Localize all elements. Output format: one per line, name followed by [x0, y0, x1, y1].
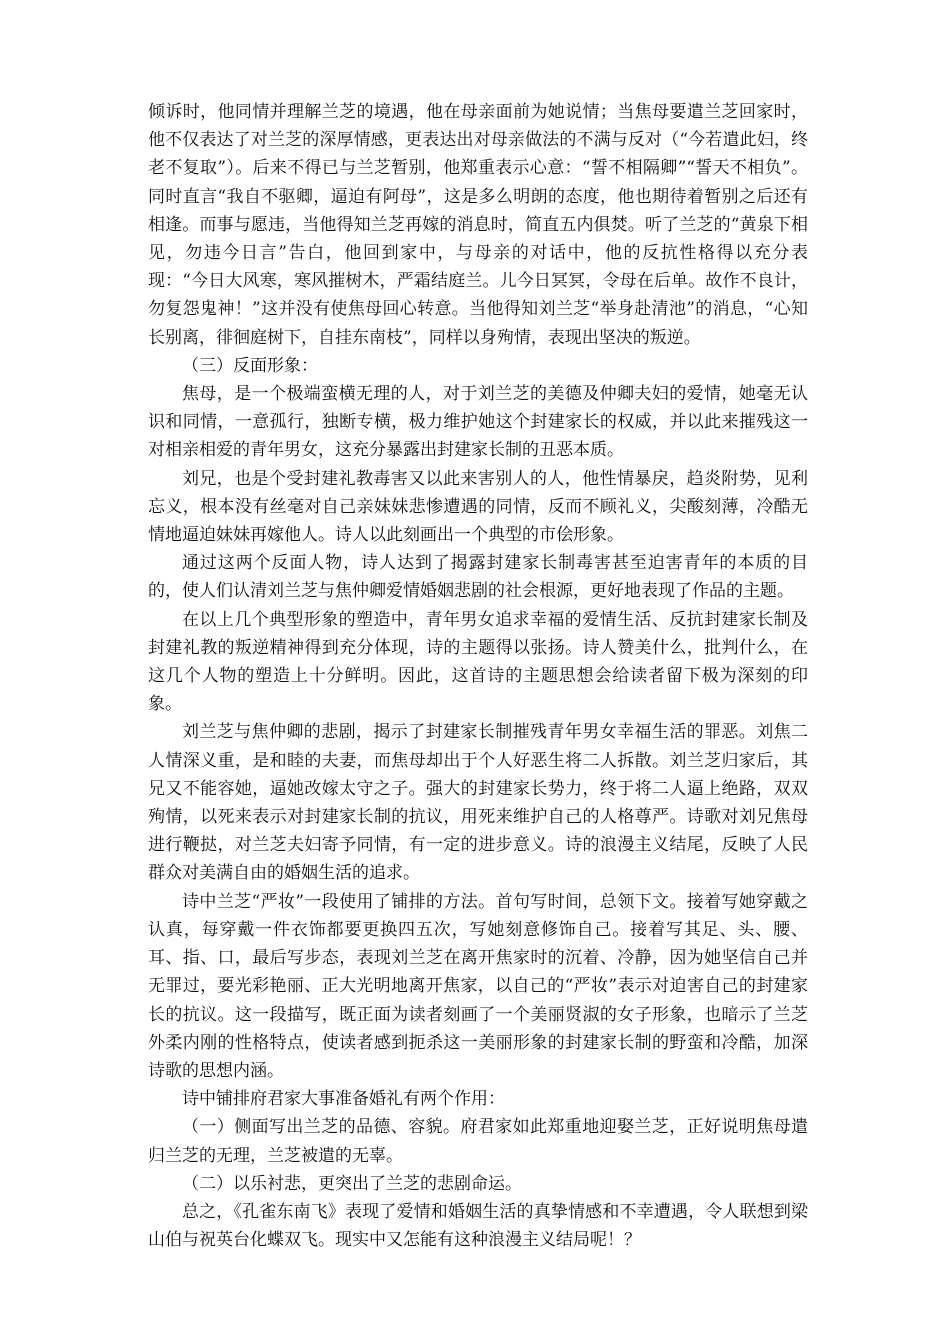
paragraph-conclusion: 总之，《孔雀东南飞》表现了爱情和婚姻生活的真挚情感和不幸遭遇，令人联想到梁山伯与祝英台化蝶双飞。现实中又怎能有这种浪漫主义结局呢！？: [148, 1201, 808, 1251]
paragraph-continuation: 倾诉时，他同情并理解兰芝的境遇，他在母亲面前为她说情；当焦母要遣兰芝回家时，他不仅表达了对兰芝的深厚情感，更表达出对母亲做法的不满与反对（“今若遣此妇，终老不复取”）。后来不得已与兰芝暂别，他郑重表示心意：“誓不相隔卿”“誓天不相负”。同时直言“我自不驱卿，逼迫有阿母”，这是多么明朗的态度，他也期待着暂别之后还有相逢。而事与愿违，当他得知兰芝再嫁的消息时，简直五内俱焚。听了兰芝的“黄泉下相见，勿违今日言”告白，他回到家中，与母亲的对话中，他的反抗性格得以充分表现：“今日大风寒，寒风摧树木，严霜结庭兰。儿今日冥冥，令母在后单。故作不良计，勿复怨鬼神！”这并没有使焦母回心转意。当他得知刘兰芝“举身赴清池”的消息，“心知长别离，徘徊庭树下，自挂东南枝”，同样以身殉情，表现出坚决的叛逆。: [148, 102, 808, 348]
list-item-1: （一）侧面写出兰芝的品德、容貌。府君家如此郑重地迎娶兰芝，正好说明焦母遣归兰芝的无理，兰芝被遣的无辜。: [148, 1117, 808, 1166]
paragraph-negative-summary: 通过这两个反面人物，诗人达到了揭露封建家长制毒害甚至迫害青年的本质的目的，使人们认清刘兰芝与焦仲卿爱情婚姻悲剧的社会根源，更好地表现了作品的主题。: [148, 553, 808, 602]
section-heading-negative-characters: （三）反面形象：: [182, 355, 318, 376]
paragraph-dressing-scene: 诗中兰芝“严妆”一段使用了铺排的方法。首句写时间，总领下文。接着写她穿戴之认真，每穿戴一件衣饰都要更换四五次，写她刻意修饰自己。接着写其足、头、腰、耳、指、口，最后写步态，表现刘兰芝在离开焦家时的沉着、冷静，因为她坚信自己并无罪过，要光彩艳丽、正大光明地离开焦家，以自己的“严妆”表示对迫害自己的封建家长的抗议。这一段描写，既正面为读者刻画了一个美丽贤淑的女子形象，也暗示了兰芝外柔内刚的性格特点，使读者感到扼杀这一美丽形象的封建家长制的野蛮和冷酷，加深诗歌的思想内涵。: [148, 891, 808, 1081]
paragraph-jiao-mother: 焦母，是一个极端蛮横无理的人，对于刘兰芝的美德及仲卿夫妇的爱情，她毫无认识和同情，一意孤行，独断专横，极力维护她这个封建家长的权威，并以此来摧残这一对相亲相爱的青年男女，这充分暴露出封建家长制的丑恶本质。: [148, 384, 808, 461]
paragraph-tragedy: 刘兰芝与焦仲卿的悲剧，揭示了封建家长制摧残青年男女幸福生活的罪恶。刘焦二人情深义重，是和睦的夫妻，而焦母却出于个人好恶生将二人拆散。刘兰芝归家后，其兄又不能容她，逼她改嫁太守之子。强大的封建家长势力，终于将二人逼上绝路，双双殉情，以死来表示对封建家长制的抗议，用死来维护自己的人格尊严。诗歌对刘兄焦母进行鞭挞，对兰芝夫妇寄予同情，有一定的进步意义。诗的浪漫主义结尾，反映了人民群众对美满自由的婚姻生活的追求。: [148, 722, 808, 884]
paragraph-wedding-intro: 诗中铺排府君家大事准备婚礼有两个作用：: [182, 1089, 505, 1110]
document-body: [148, 98, 808, 1254]
paragraph-liu-brother: 刘兄，也是个受封建礼教毒害又以此来害别人的人，他性情暴戾，趋炎附势，见利忘义，根本没有丝毫对自己亲妹妹悲惨遭遇的同情，反而不顾礼义，尖酸刻薄，冷酷无情地逼迫妹妹再嫁他人。诗人以此刻画出一个典型的市侩形象。: [148, 468, 808, 546]
list-item-2: （二）以乐衬悲，更突出了兰芝的悲剧命运。: [182, 1173, 522, 1194]
paragraph-theme: 在以上几个典型形象的塑造中，青年男女追求幸福的爱情生活、反抗封建家长制及封建礼教的叛逆精神得到充分体现，诗的主题得以张扬。诗人赞美什么，批判什么，在这几个人物的塑造上十分鲜明。因此，这首诗的主题思想会给读者留下极为深刻的印象。: [148, 609, 808, 715]
